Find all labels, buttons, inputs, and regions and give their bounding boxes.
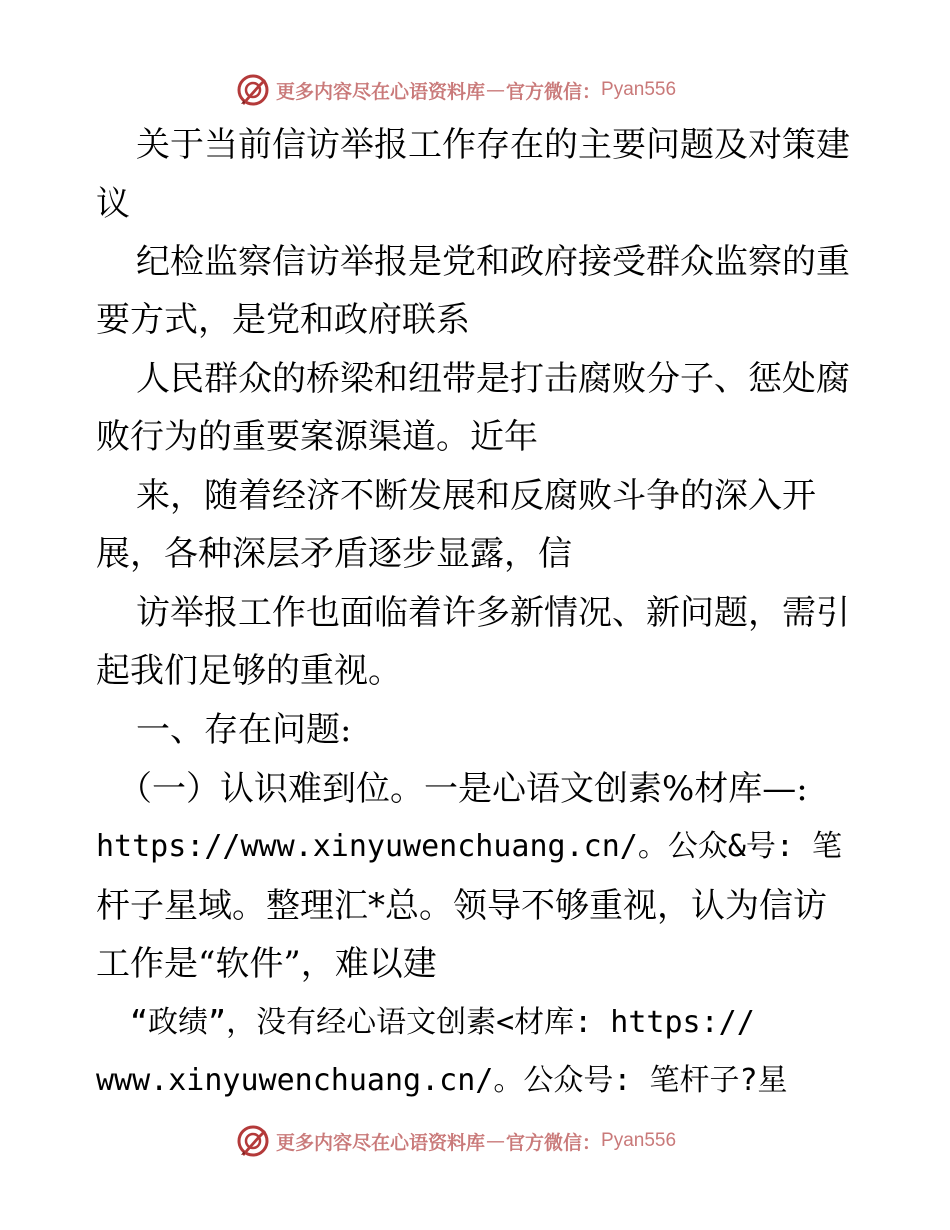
banner-wechat-id: Pyan556 bbox=[601, 1130, 677, 1151]
paragraph-line-with-url: https://www.xinyuwenchuang.cn/。公众&号: 笔 bbox=[96, 829, 843, 864]
paragraph-line: 起我们足够的重视。 bbox=[96, 651, 402, 691]
paragraph-line: 工作是“软件”，难以建 bbox=[96, 944, 437, 984]
pen-logo-icon bbox=[236, 1124, 270, 1158]
banner-official-label: 官方微信： bbox=[506, 1131, 602, 1154]
header-watermark-banner bbox=[236, 70, 676, 110]
document-title-line-1: 关于当前信访举报工作存在的主要问题及对策建 bbox=[136, 125, 850, 165]
section-heading: 一、存在问题: bbox=[136, 710, 352, 750]
banner-dash: — bbox=[486, 1130, 506, 1152]
pen-logo-icon bbox=[236, 73, 270, 107]
paragraph-line: 杆子星域。整理汇*总。领导不够重视，认为信访 bbox=[96, 886, 827, 926]
paragraph-line: 来，随着经济不断发展和反腐败斗争的深入开 bbox=[136, 476, 816, 516]
paragraph-line: 要方式，是党和政府联系 bbox=[96, 300, 470, 340]
paragraph-line: 展，各种深层矛盾逐步显露，信 bbox=[96, 534, 572, 574]
banner-dash: — bbox=[486, 79, 506, 101]
subsection-line: （一）认识难到位。一是心语文创素%材库—: bbox=[118, 769, 808, 809]
footer-watermark-banner bbox=[236, 1121, 676, 1161]
banner-official-label: 官方微信： bbox=[506, 80, 602, 103]
banner-main-text: 更多内容尽在心语资料库 bbox=[276, 80, 486, 103]
paragraph-line: 败行为的重要案源渠道。近年 bbox=[96, 417, 538, 457]
document-title-line-2: 议 bbox=[96, 184, 130, 224]
paragraph-line-with-url: “政绩”，没有经心语文创素<材库: https:// bbox=[130, 1005, 755, 1040]
paragraph-line: 人民群众的桥梁和纽带是打击腐败分子、惩处腐 bbox=[136, 359, 850, 399]
paragraph-line-with-url: www.xinyuwenchuang.cn/。公众号: 笔杆子?星 bbox=[96, 1063, 788, 1098]
banner-main-text: 更多内容尽在心语资料库 bbox=[276, 1131, 486, 1154]
paragraph-line: 访举报工作也面临着许多新情况、新问题，需引 bbox=[136, 593, 850, 633]
paragraph-line: 纪检监察信访举报是党和政府接受群众监察的重 bbox=[136, 242, 850, 282]
banner-wechat-id: Pyan556 bbox=[601, 79, 677, 100]
